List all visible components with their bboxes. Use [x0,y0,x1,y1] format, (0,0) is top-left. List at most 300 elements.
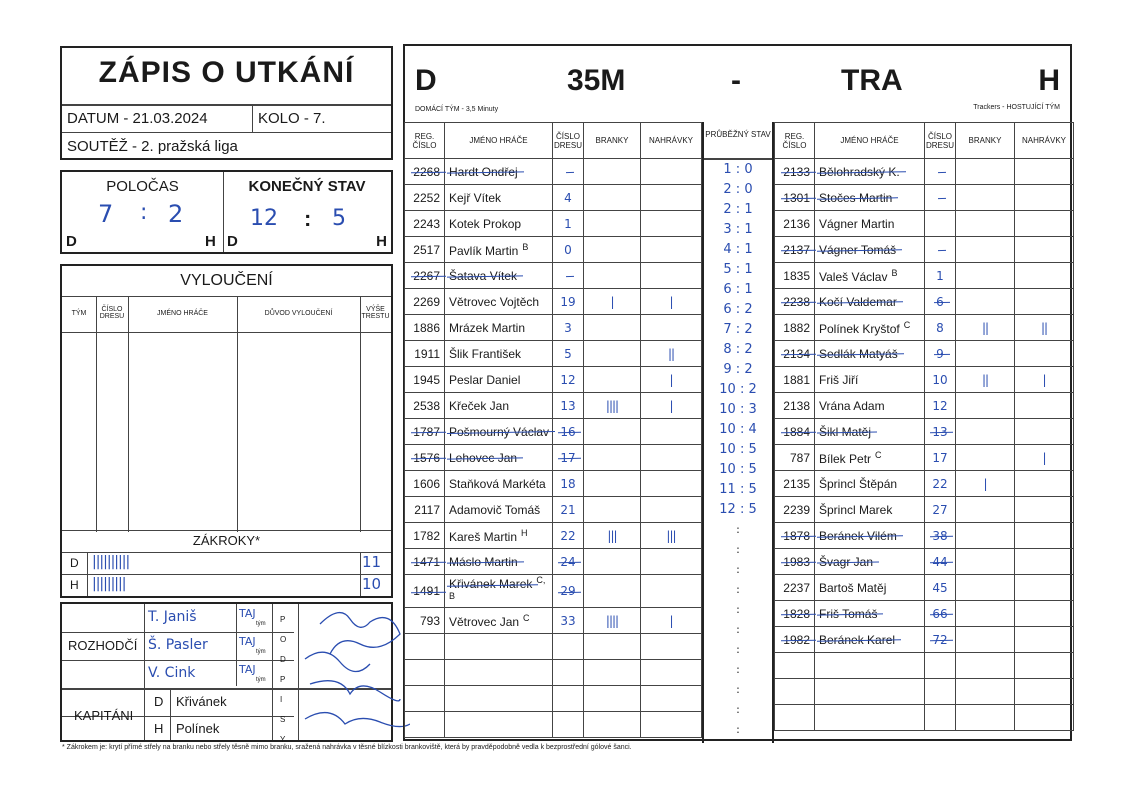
progress-entry: : [736,703,740,716]
player-name: Bělohradský K. [815,159,925,185]
player-row [775,653,1074,679]
player-reg: 1491 [405,575,445,608]
player-reg: 1911 [405,341,445,367]
final-label: KONEČNÝ STAV [248,178,366,195]
team-sub-1: tým [256,621,266,627]
player-jersey [925,653,956,679]
final-h: H [376,233,387,250]
player-row [405,660,702,686]
player-tag: B [891,267,898,278]
captain-d-name: Křivánek [176,694,227,709]
halftime-h: H [205,233,216,250]
player-assists [1015,653,1074,679]
saves-h-label: H [70,578,79,592]
player-assists: ||| [641,523,702,549]
player-tag: C [903,319,911,330]
player-row [405,712,702,738]
player-assists [641,634,702,660]
player-name: Kareš Martin $^H$ [445,523,553,549]
player-jersey: 5 [553,341,584,367]
player-name: Šprincl Marek [815,497,925,523]
player-jersey: 6 [925,289,956,315]
match-sheet [403,44,1072,741]
player-reg: 1884 [775,419,815,445]
player-goals [956,289,1015,315]
player-assists [641,497,702,523]
player-name: Vágner Martin [815,211,925,237]
player-reg [405,660,445,686]
player-name: Beránek Vilém [815,523,925,549]
title-box [60,46,393,160]
player-row [405,686,702,712]
player-jersey: 44 [925,549,956,575]
player-goals [956,159,1015,185]
player-name [445,712,553,738]
player-name: Staňková Markéta [445,471,553,497]
progress-entry: 10 : 2 [719,382,757,397]
player-row [405,367,702,393]
player-jersey [553,660,584,686]
col-player: JMÉNO HRÁČE [157,310,208,317]
player-assists [641,159,702,185]
player-row [775,601,1074,627]
player-jersey [553,263,584,289]
player-row [775,705,1074,731]
player-assists [1015,601,1074,627]
player-reg: 2243 [405,211,445,237]
halftime-sep: : [140,200,148,225]
player-row [775,263,1074,289]
player-assists [1015,575,1074,601]
player-goals: |||| [584,608,641,634]
player-row [405,159,702,185]
player-assists [641,575,702,608]
player-goals [956,497,1015,523]
player-reg: 1983 [775,549,815,575]
player-reg: 2252 [405,185,445,211]
player-assists [641,211,702,237]
final-sep: : [304,206,312,231]
player-goals [956,211,1015,237]
player-goals [584,159,641,185]
player-name: Sedlák Matyáš [815,341,925,367]
player-goals [584,185,641,211]
player-goals: || [956,367,1015,393]
player-row [405,237,702,263]
progress-entry: : [736,663,740,676]
player-jersey: 18 [553,471,584,497]
player-row [775,575,1074,601]
player-jersey: 1 [925,263,956,289]
player-assists [641,237,702,263]
player-name [815,679,925,705]
player-assists [1015,471,1074,497]
player-reg: 2267 [405,263,445,289]
player-row [405,634,702,660]
player-name: Kejř Vítek [445,185,553,211]
player-row [775,315,1074,341]
player-tag: H [521,527,528,538]
player-assists: || [641,341,702,367]
player-name: Friš Tomáš [815,601,925,627]
saves-d-label: D [70,556,79,570]
player-assists [1015,549,1074,575]
player-reg: 1828 [775,601,815,627]
player-name: Pošmourný Václav [445,419,553,445]
player-reg [775,705,815,731]
player-jersey: 10 [925,367,956,393]
captain-h-name: Polínek [176,721,220,736]
player-goals [956,575,1015,601]
player-name: Kotek Prokop [445,211,553,237]
player-row [775,445,1074,471]
player-reg: 1576 [405,445,445,471]
player-reg [405,712,445,738]
player-row [405,549,702,575]
away-team: TRA [841,64,903,97]
progress-entry: 5 : 1 [723,262,753,277]
col-team: TÝM [71,310,87,317]
player-assists [641,471,702,497]
referee-2: Š. Pasler [148,637,208,653]
player-name: Švagr Jan [815,549,925,575]
player-assists [641,686,702,712]
player-name: Lehovec Jan [445,445,553,471]
player-assists [1015,497,1074,523]
player-name: Pavlík Martin $^B$ [445,237,553,263]
player-goals [956,549,1015,575]
player-reg: 1882 [775,315,815,341]
final-d: D [227,233,238,250]
player-jersey: 22 [553,523,584,549]
player-jersey [925,237,956,263]
exclusions-title: VYLOUČENÍ [180,272,273,289]
player-reg [405,686,445,712]
player-row [405,185,702,211]
page-title: ZÁPIS O UTKÁNÍ [98,56,355,89]
player-name: Šatava Vítek [445,263,553,289]
player-reg: 2138 [775,393,815,419]
player-goals [584,634,641,660]
progress-entry: : [736,603,740,616]
player-row [405,341,702,367]
player-assists [1015,705,1074,731]
player-tag: C [875,449,882,460]
saves-d-total: 11 [362,553,382,571]
player-goals [584,315,641,341]
referee-3-team: TAJ [239,663,256,676]
player-jersey: 29 [553,575,584,608]
progress-entry: : [736,643,740,656]
progress-entry: 4 : 1 [723,242,753,257]
player-name: Mrázek Martin [445,315,553,341]
player-reg: 1945 [405,367,445,393]
player-reg: 787 [775,445,815,471]
player-jersey [925,679,956,705]
player-jersey: 21 [553,497,584,523]
player-goals [956,445,1015,471]
player-row [775,159,1074,185]
saves-h-total: 10 [362,575,382,593]
progress-entry: : [736,683,740,696]
player-jersey: 9 [925,341,956,367]
player-assists [1015,341,1074,367]
player-reg: 2136 [775,211,815,237]
player-goals [584,549,641,575]
col-reason: DŮVOD VYLOUČENÍ [264,310,333,317]
progress-entry: 6 : 2 [723,302,753,317]
player-name: Vrána Adam [815,393,925,419]
player-reg: 1787 [405,419,445,445]
player-reg: 1606 [405,471,445,497]
player-jersey: 17 [553,445,584,471]
progress-entry: 10 : 3 [719,402,757,417]
player-assists [1015,289,1074,315]
player-reg: 1982 [775,627,815,653]
progress-entry: 10 : 5 [719,442,757,457]
player-assists: | [641,393,702,419]
player-goals [584,237,641,263]
player-row [775,497,1074,523]
player-goals [584,686,641,712]
player-jersey: 19 [553,289,584,315]
player-row [775,393,1074,419]
round-field: KOLO - 7. [258,110,326,127]
player-row [405,497,702,523]
player-goals [584,445,641,471]
player-row [405,263,702,289]
player-assists [1015,185,1074,211]
player-reg: 2237 [775,575,815,601]
progress-entry: 2 : 1 [723,202,753,217]
player-name [445,634,553,660]
player-jersey: 13 [925,419,956,445]
player-assists [1015,627,1074,653]
player-assists [1015,263,1074,289]
player-row [405,608,702,634]
player-assists [641,712,702,738]
referee-3: V. Cink [148,665,196,681]
player-reg: 2134 [775,341,815,367]
player-name: Friš Jiří [815,367,925,393]
player-jersey: 17 [925,445,956,471]
progress-entry: 6 : 1 [723,282,753,297]
player-reg: 2238 [775,289,815,315]
player-name: Valeš Václav $^B$ [815,263,925,289]
player-jersey: 72 [925,627,956,653]
progress-entry: 1 : 0 [723,162,753,177]
player-goals [956,653,1015,679]
player-assists [641,660,702,686]
player-reg: 1471 [405,549,445,575]
player-name: Polínek Kryštof $^C$ [815,315,925,341]
player-name [445,660,553,686]
player-reg: 2269 [405,289,445,315]
final-home: 12 [250,206,278,231]
player-row [405,315,702,341]
progress-entry: 7 : 2 [723,322,753,337]
player-reg [405,634,445,660]
player-goals [956,393,1015,419]
player-row [405,393,702,419]
halftime-home: 7 [98,200,114,228]
player-assists [641,315,702,341]
player-assists: | [641,608,702,634]
player-jersey [553,686,584,712]
match-dash: - [731,64,741,97]
progress-entry: : [736,623,740,636]
player-goals [584,660,641,686]
progress-entry: 12 : 5 [719,502,757,517]
player-assists [1015,393,1074,419]
player-jersey: 38 [925,523,956,549]
footnote: * Zákrokem je: krytí přímé střely na branku nebo střely těsně mimo branku, sražená nahrávka v těsné blízkosti brankoviště, která by pravděpodobně vedla k bezprostřední gólové šanci. [62,744,632,751]
player-goals [956,627,1015,653]
player-reg: 2117 [405,497,445,523]
player-jersey [925,211,956,237]
progress-entry: 11 : 5 [719,482,757,497]
player-reg: 2133 [775,159,815,185]
player-reg: 1301 [775,185,815,211]
officials-box [60,602,393,742]
player-jersey: 0 [553,237,584,263]
player-name: Šlik František [445,341,553,367]
player-row [775,549,1074,575]
final-away: 5 [332,206,346,231]
player-jersey: 3 [553,315,584,341]
player-row [775,679,1074,705]
referee-2-team: TAJ [239,635,256,648]
player-reg: 793 [405,608,445,634]
progress-entry: : [736,723,740,736]
progress-column [702,122,774,743]
player-goals: |||| [584,393,641,419]
halftime-away: 2 [168,200,184,228]
player-assists [1015,159,1074,185]
player-jersey [553,712,584,738]
player-row [775,289,1074,315]
player-goals: | [584,289,641,315]
player-reg: 2517 [405,237,445,263]
player-tag: C [523,612,530,623]
player-name: Beránek Karel [815,627,925,653]
home-letter: D [415,64,437,97]
player-reg [775,679,815,705]
captain-d-label: D [154,694,164,709]
player-jersey [925,159,956,185]
player-assists [1015,237,1074,263]
player-goals [584,497,641,523]
player-reg: 2538 [405,393,445,419]
player-goals [584,712,641,738]
progress-entry: : [736,543,740,556]
player-goals [956,705,1015,731]
referee-1: T. Janiš [148,609,197,625]
player-reg [775,653,815,679]
player-jersey: 13 [553,393,584,419]
player-name: Stočes Martin [815,185,925,211]
player-row [775,341,1074,367]
player-jersey: 66 [925,601,956,627]
player-assists [641,263,702,289]
player-row [405,445,702,471]
player-assists [641,419,702,445]
player-goals [584,471,641,497]
col-jersey: ČÍSLO DRESU [99,306,125,320]
player-reg: 2268 [405,159,445,185]
player-assists [641,549,702,575]
player-name: Máslo Martin [445,549,553,575]
player-row [405,523,702,549]
player-goals [956,185,1015,211]
player-goals [584,263,641,289]
player-goals: | [956,471,1015,497]
player-jersey: 16 [553,419,584,445]
player-reg: 2239 [775,497,815,523]
saves-h-tally: ||||||||| [92,576,126,592]
progress-entry: 8 : 2 [723,342,753,357]
date-field: DATUM - 21.03.2024 [67,110,208,127]
player-assists: | [641,289,702,315]
away-letter: H [1038,64,1060,97]
player-name: Větrovec Jan $^C$ [445,608,553,634]
away-table: REG. ČÍSLO JMÉNO HRÁČE ČÍSLO DRESU BRANKY NAHRÁVKY 2133 Bělohradský K. 1301 Stočes Martin 2136 Vágner Martin 2137 Vágner Tomáš 1835 Valeš Václav $^B$ 1 2238 Kočí Valdemar 6 1882 Polínek Kryštof $^C$ 8 || || 2134 Sedlák Matyáš 9 1881 Friš Jiří 10 || | 2138 Vrána Adam 12 1884 Šikl Matěj 13 787 Bílek Petr $^C$ 17 | 2135 Šprincl Štěpán 22 | 2239 Šprincl Marek 27 1878 Beránek Vilém 38 1983 Švagr Jan 44 2237 Bartoš Matěj 45 1828 Friš Tomáš 66 1982 Beránek Karel 72 [774,122,1074,731]
player-name: Šprincl Štěpán [815,471,925,497]
player-name: Kočí Valdemar [815,289,925,315]
player-jersey: 24 [553,549,584,575]
player-jersey [925,705,956,731]
referee-1-team: TAJ [239,607,256,620]
player-jersey: 1 [553,211,584,237]
home-table: REG. ČÍSLO JMÉNO HRÁČE ČÍSLO DRESU BRANKY NAHRÁVKY 2268 Hardt Ondřej 2252 Kejř Vítek 4 2243 Kotek Prokop 1 2517 Pavlík Martin $^B$ 0 2267 Šatava Vítek 2269 Větrovec Vojtěch 19 | | 1886 Mrázek Martin 3 1911 Šlik František 5 || 1945 Peslar Daniel 12 | 2538 Křeček Jan 13 |||| | 1787 Pošmourný Václav 16 1576 Lehovec Jan 17 1606 Staňková Markéta 18 2117 Adamovič Tomáš 21 1782 Kareš Martin $^H$ 22 ||| ||| 1471 Máslo Martin 24 1491 Křivánek Marek $^{C, B}$ 29 793 Větrovec Jan $^C$ 33 |||| | [404,122,702,738]
player-reg: 1878 [775,523,815,549]
saves-title: ZÁKROKY* [192,533,261,548]
player-goals [956,679,1015,705]
referees-label: ROZHODČÍ [68,638,138,653]
progress-entry: : [736,583,740,596]
player-name [815,705,925,731]
player-assists: || [1015,315,1074,341]
player-name: Vágner Tomáš [815,237,925,263]
progress-entry: : [736,523,740,536]
player-row [405,575,702,608]
halftime-label: POLOČAS [106,178,179,195]
player-name: Křivánek Marek $^{C, B}$ [445,575,553,608]
progress-entry: 10 : 4 [719,422,757,437]
halftime-d: D [66,233,77,250]
player-name: Bartoš Matěj [815,575,925,601]
player-name: Bílek Petr $^C$ [815,445,925,471]
progress-entry: 2 : 0 [723,182,753,197]
captain-h-label: H [154,721,164,736]
player-jersey [553,634,584,660]
player-jersey: 22 [925,471,956,497]
home-team: 35M [567,64,626,97]
player-name: Adamovič Tomáš [445,497,553,523]
signatures [300,604,410,744]
player-row [775,211,1074,237]
player-assists [641,185,702,211]
player-row [405,419,702,445]
player-jersey: 12 [553,367,584,393]
league-field: SOUTĚŽ - 2. pražská liga [67,138,238,155]
player-row [775,185,1074,211]
player-row [405,289,702,315]
progress-entry: : [736,563,740,576]
player-reg: 2137 [775,237,815,263]
player-jersey: 12 [925,393,956,419]
player-name [815,653,925,679]
